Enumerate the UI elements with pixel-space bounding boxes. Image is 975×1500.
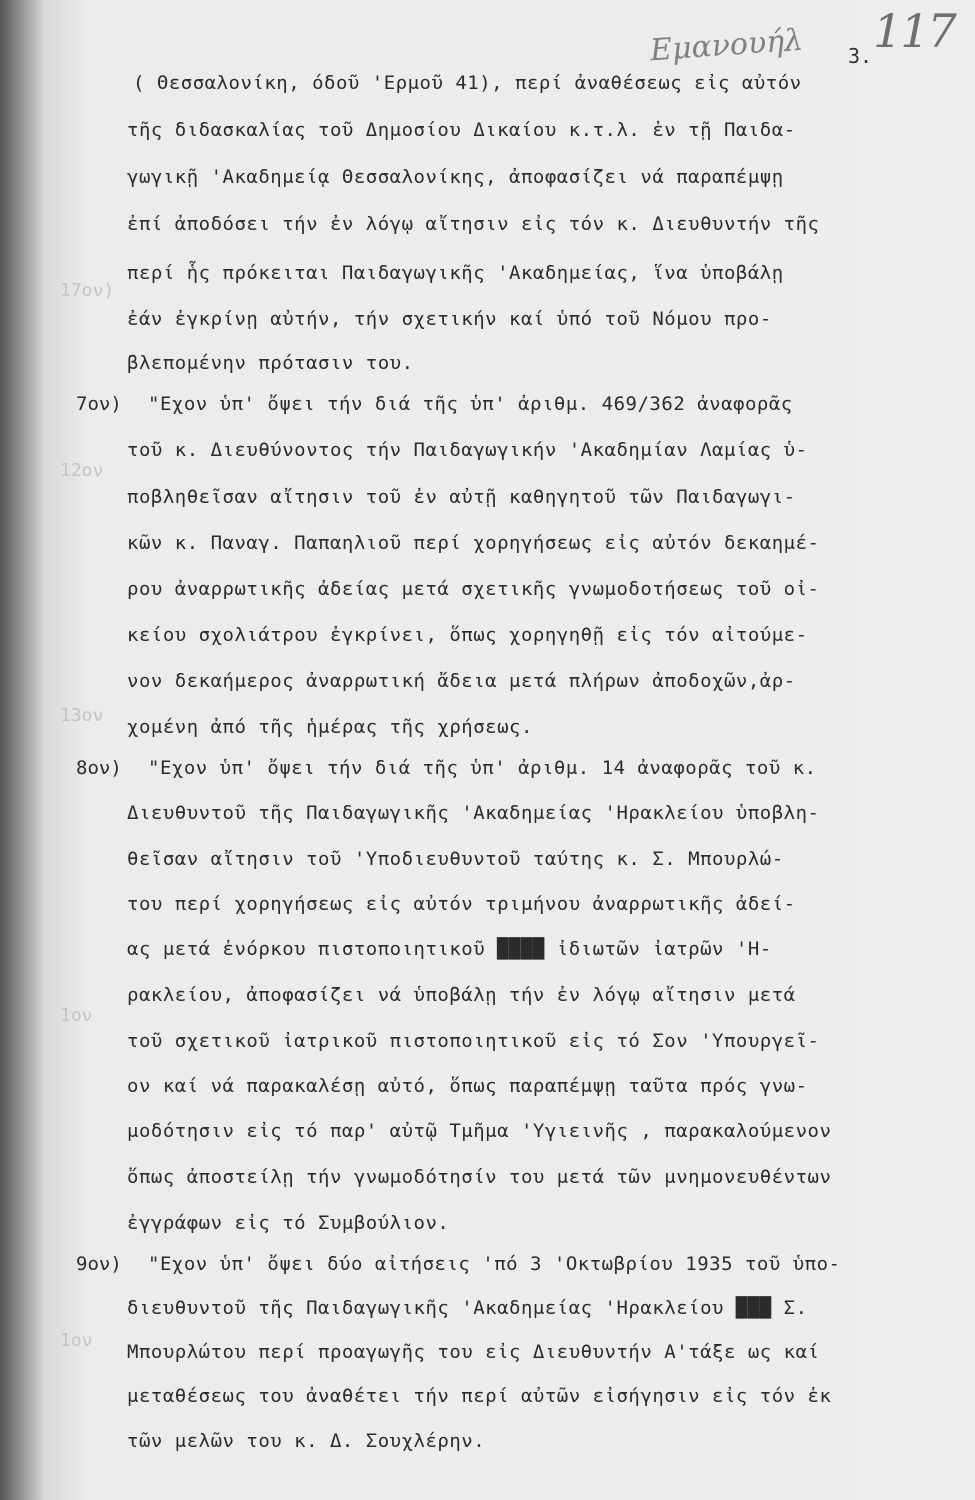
- bleed-through-text: 1ον: [60, 1005, 93, 1026]
- item-number: 9ον): [76, 1253, 122, 1275]
- text-line: τῶν μελῶν του κ. Δ. Σουχλέρην.: [127, 1430, 486, 1452]
- bleed-through-text: 13ον: [60, 705, 104, 726]
- text-line: ἐπί ἀποδόσει τήν ἐν λόγῳ αἴτησιν εἰς τόν κ. Διευθυντήν τῆς: [127, 213, 820, 235]
- text-line: κείου σχολιάτρου ἐγκρίνει, ὅπως χορηγηθῇ εἰς τόν αἰτούμε-: [127, 624, 808, 646]
- item-number: 8ον): [76, 757, 122, 779]
- handwritten-page-number: 117: [873, 4, 955, 58]
- text-line: Διευθυντοῦ τῆς Παιδαγωγικῆς 'Ακαδημείας 'Ηρακλείου ὑποβλη-: [127, 802, 820, 824]
- text-line: μεταθέσεως του ἀναθέτει τήν περί αὐτῶν εἰσήγησιν εἰς τόν ἐκ: [127, 1385, 832, 1407]
- text-line: νον δεκαήμερος ἀναρρωτική ἄδεια μετά πλήρων ἀποδοχῶν,ἀρ-: [127, 670, 796, 692]
- text-line: ας μετά ἐνόρκου πιστοποιητικοῦ ████ ἰδιωτῶν ἰατρῶν 'Η-: [127, 938, 772, 960]
- text-line: ον καί νά παρακαλέσῃ αὐτό, ὅπως παραπέμψῃ ταῦτα πρός γνω-: [127, 1075, 808, 1097]
- text-line: τῆς διδασκαλίας τοῦ Δημοσίου Δικαίου κ.τ.λ. ἐν τῇ Παιδα-: [127, 119, 796, 141]
- text-line: Μπουρλώτου περί προαγωγῆς του εἰς Διευθυντήν Α'τάξε ως καί: [127, 1341, 820, 1363]
- text-line: θεῖσαν αἴτησιν τοῦ 'Υποδιευθυντοῦ ταύτης κ. Σ. Μπουρλώ-: [127, 848, 784, 870]
- bleed-through-text: 12ον: [60, 460, 104, 481]
- text-line: ποβληθεῖσαν αἴτησιν τοῦ ἐν αὐτῇ καθηγητοῦ τῶν Παιδαγωγι-: [127, 486, 796, 508]
- bleed-through-text: 17ον): [60, 280, 115, 301]
- text-line: γωγικῇ 'Ακαδημείᾳ Θεσσαλονίκης, ἀποφασίζει νά παραπέμψῃ: [127, 166, 784, 188]
- text-line: ἐάν ἐγκρίνῃ αὐτήν, τήν σχετικήν καί ὑπό τοῦ Νόμου προ-: [127, 308, 772, 330]
- text-line: "Εχον ὑπ' ὄψει τήν διά τῆς ὑπ' ἀριθμ. 469/362 ἀναφορᾶς: [148, 393, 793, 415]
- page-number: 3.: [848, 44, 873, 68]
- text-line: μοδότησιν εἰς τό παρ' αὐτῷ Τμῆμα 'Υγιεινῆς , παρακαλούμενον: [127, 1120, 832, 1142]
- text-line: τοῦ κ. Διευθύνοντος τήν Παιδαγωγικήν 'Ακαδημίαν Λαμίας ὑ-: [127, 439, 808, 461]
- text-line: χομένη ἀπό τῆς ἡμέρας τῆς χρήσεως.: [127, 716, 533, 738]
- bleed-through-text: 1ον: [60, 1330, 93, 1351]
- text-line: ρακλείου, ἀποφασίζει νά ὑποβάλῃ τήν ἐν λόγῳ αἴτησιν μετά: [127, 984, 796, 1006]
- text-line: ρου ἀναρρωτικῆς ἀδείας μετά σχετικῆς γνωμοδοτήσεως τοῦ οἰ-: [127, 578, 820, 600]
- text-line: "Εχον ὑπ' ὄψει τήν διά τῆς ὑπ' ἀριθμ. 14 ἀναφορᾶς τοῦ κ.: [148, 757, 817, 779]
- text-line: "Εχον ὑπ' ὄψει δύο αἰτήσεις 'πό 3 'Οκτωβρίου 1935 τοῦ ὑπο-: [148, 1253, 841, 1275]
- text-line: ἐγγράφων εἰς τό Συμβούλιον.: [127, 1212, 450, 1234]
- text-line: τοῦ σχετικοῦ ἰατρικοῦ πιστοποιητικοῦ εἰς τό Σον 'Υπουργεῖ-: [127, 1030, 820, 1052]
- text-line: βλεπομένην πρότασιν του.: [127, 352, 414, 374]
- text-line: κῶν κ. Παναγ. Παπαηλιοῦ περί χορηγήσεως εἰς αὐτόν δεκαημέ-: [127, 532, 820, 554]
- item-number: 7ον): [76, 393, 122, 415]
- text-line: περί ἧς πρόκειται Παιδαγωγικῆς 'Ακαδημείας, ἵνα ὑποβάλῃ: [127, 262, 784, 284]
- text-line: του περί χορηγήσεως εἰς αὐτόν τριμήνου ἀναρρωτικῆς ἀδεί-: [127, 893, 796, 915]
- text-line: ( Θεσσαλονίκη, όδοῦ 'Ερμοῦ 41), περί ἀναθέσεως εἰς αὐτόν: [133, 72, 802, 94]
- text-line: ὅπως ἀποστείλῃ τήν γνωμοδότησίν του μετά τῶν μνημονευθέντων: [127, 1166, 832, 1188]
- handwritten-annotation: Εμανουήλ: [648, 22, 805, 69]
- text-line: διευθυντοῦ τῆς Παιδαγωγικῆς 'Ακαδημείας 'Ηρακλείου ███ Σ.: [127, 1297, 808, 1319]
